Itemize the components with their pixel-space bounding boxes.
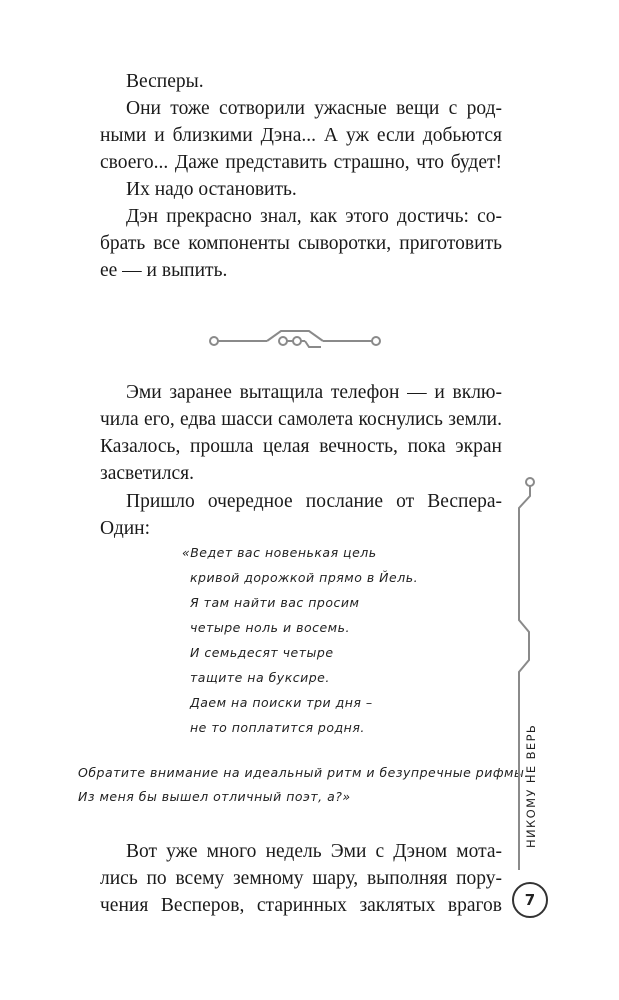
paragraph-line: Эми заранее вытащила телефон — и вклю-	[126, 382, 502, 403]
verse-line: четыре ноль и восемь.	[190, 620, 350, 635]
paragraph-line: Казалось, прошла целая вечность, пока экран	[100, 436, 502, 457]
verse-line: кривой дорожкой прямо в Йель.	[190, 570, 419, 585]
paragraph-line: Один:	[100, 518, 151, 539]
verse-line: тащите на буксире.	[190, 670, 330, 685]
paragraph-line: ее — и выпить.	[100, 260, 228, 281]
verse-line: Я там найти вас просим	[190, 595, 360, 610]
note-line: Обратите внимание на идеальный ритм и безупречные рифмы.	[78, 765, 529, 780]
paragraph-line: своего... Даже представить страшно, что будет!	[100, 152, 502, 173]
message-verse	[182, 540, 419, 740]
verse-line: «Ведет вас новенькая цель	[182, 545, 377, 560]
running-head: НИКОМУ НЕ ВЕРЬ	[524, 723, 538, 848]
paragraph-line: брать все компоненты сыворотки, приготовить	[100, 233, 502, 254]
paragraph-line: лись по всему земному шару, выполняя пору-	[100, 868, 502, 889]
paragraph-line: Дэн прекрасно знал, как этого достичь: со-	[126, 206, 502, 227]
verse-line: И семьдесят четыре	[190, 645, 334, 660]
verse-line: Даем на поиски три дня –	[190, 695, 373, 710]
paragraph-line: засветился.	[100, 463, 194, 484]
paragraph-line: Весперы.	[126, 71, 204, 92]
paragraph-line: чила его, едва шасси самолета коснулись земли.	[100, 409, 502, 430]
page-number: 7	[512, 882, 548, 918]
paragraph-line: чения Весперов, старинных заклятых врагов	[100, 895, 502, 916]
paragraph-line: Пришло очередное послание от Веспера-	[126, 491, 502, 512]
paragraph-line: Они тоже сотворили ужасные вещи с род-	[126, 98, 502, 119]
note-line: Из меня бы вышел отличный поэт, а?»	[78, 789, 351, 804]
paragraph-line: ными и близкими Дэна... А уж если добьются	[100, 125, 502, 146]
message-note	[78, 760, 529, 808]
section-divider-ornament	[205, 325, 385, 355]
paragraph-line: Вот уже много недель Эми с Дэном мота-	[126, 841, 502, 862]
paragraph-line: Их надо остановить.	[126, 179, 297, 200]
verse-line: не то поплатится родня.	[190, 720, 365, 735]
